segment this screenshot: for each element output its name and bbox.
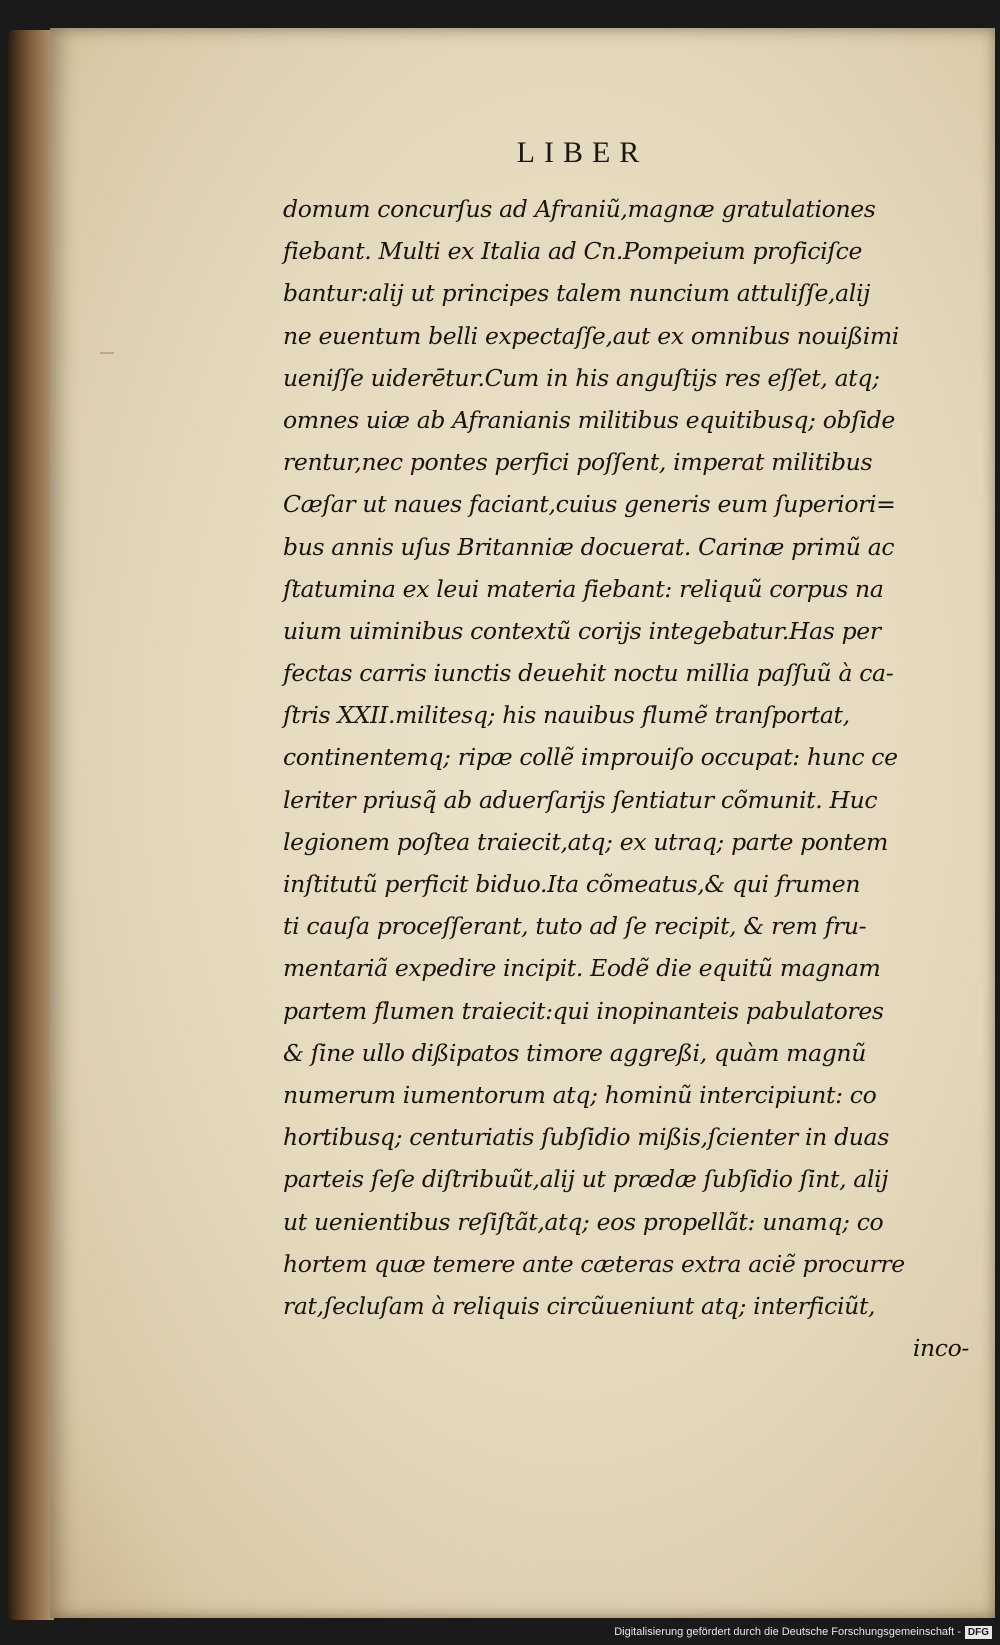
text-line: continentemq; ripæ collẽ improuiſo occupat: hunc ce [283, 743, 898, 772]
text-line: domum concurſus ad Afraniũ,magnæ gratulationes [283, 195, 876, 223]
text-line: legionem poſtea traiecit,atq; ex utraq; parte pontem [283, 827, 888, 856]
text-line: rat,ſecluſam à reliquis circũueniunt atq; interficiũt, [283, 1291, 876, 1320]
text-line: ut uenientibus reſiſtãt,atq; eos propellãt: unamq; co [283, 1207, 884, 1236]
text-line: ne euentum belli expectaſſe,aut ex omnibus nouißimi [283, 321, 899, 350]
text-line: ſtris XXII.militesq; his nauibus flumẽ tranſportat, [283, 701, 850, 730]
text-line: rentur,nec pontes perfici poſſent, imperat militibus [283, 448, 873, 477]
text-line: bantur:alij ut principes talem nuncium attuliſſe,alij [283, 279, 871, 308]
text-line: hortem quæ temere ante cæteras extra aciẽ procurre [283, 1249, 905, 1278]
text-line: omnes uiæ ab Afranianis militibus equitibusq; obſide [283, 405, 895, 434]
book-page [50, 28, 995, 1618]
text-line: ſtatumina ex leui materia fiebant: reliquũ corpus na [283, 574, 884, 603]
text-line: & ſine ullo dißipatos timore aggreßi, quàm magnũ [283, 1038, 866, 1067]
text-line: mentariã expedire incipit. Eodẽ die equitũ magnam [283, 954, 881, 983]
text-line: hortibusq; centuriatis ſubſidio mißis,ſcienter in duas [283, 1123, 889, 1152]
text-line: partem flumen traiecit:qui inopinanteis pabulatores [283, 996, 884, 1025]
digitization-credit [614, 1623, 992, 1641]
text-line: bus annis uſus Britanniæ docuerat. Carinæ primũ ac [283, 532, 895, 561]
text-line: ti cauſa proceſſerant, tuto ad ſe recipit, & rem fru- [283, 912, 867, 941]
text-line: inſtitutũ perficit biduo.Ita cõmeatus,& qui frumen [283, 870, 861, 898]
dfg-logo: DFG [965, 1626, 992, 1639]
text-line: fectas carris iunctis deuehit noctu millia paſſuũ à ca- [283, 659, 894, 688]
catchword: inco- [912, 1334, 969, 1363]
text-line: uium uiminibus contextũ corijs integebatur.Has per [283, 616, 881, 645]
body-text [283, 188, 973, 1369]
text-line: numerum iumentorum atq; hominũ intercipiunt: co [283, 1080, 877, 1109]
book-spine-edge [8, 30, 54, 1620]
text-line: fiebant. Multi ex Italia ad Cn.Pompeium proficiſce [283, 237, 863, 266]
running-head: LIBER [516, 136, 649, 169]
text-line: leriter priusq̃ ab aduerſarijs ſentiatur cõmunit. Huc [283, 785, 878, 814]
text-line: parteis ſeſe diſtribuũt,alij ut prædæ ſubſidio ſint, alij [283, 1165, 889, 1194]
text-line: Cæſar ut naues faciant,cuius generis eum ſuperiori= [283, 490, 896, 519]
credit-text: Digitalisierung gefördert durch die Deutsche Forschungsgemeinschaft - [614, 1626, 961, 1638]
text-line: ueniſſe uiderētur.Cum in his anguſtijs res eſſet, atq; [283, 363, 880, 392]
margin-mark [100, 352, 114, 354]
